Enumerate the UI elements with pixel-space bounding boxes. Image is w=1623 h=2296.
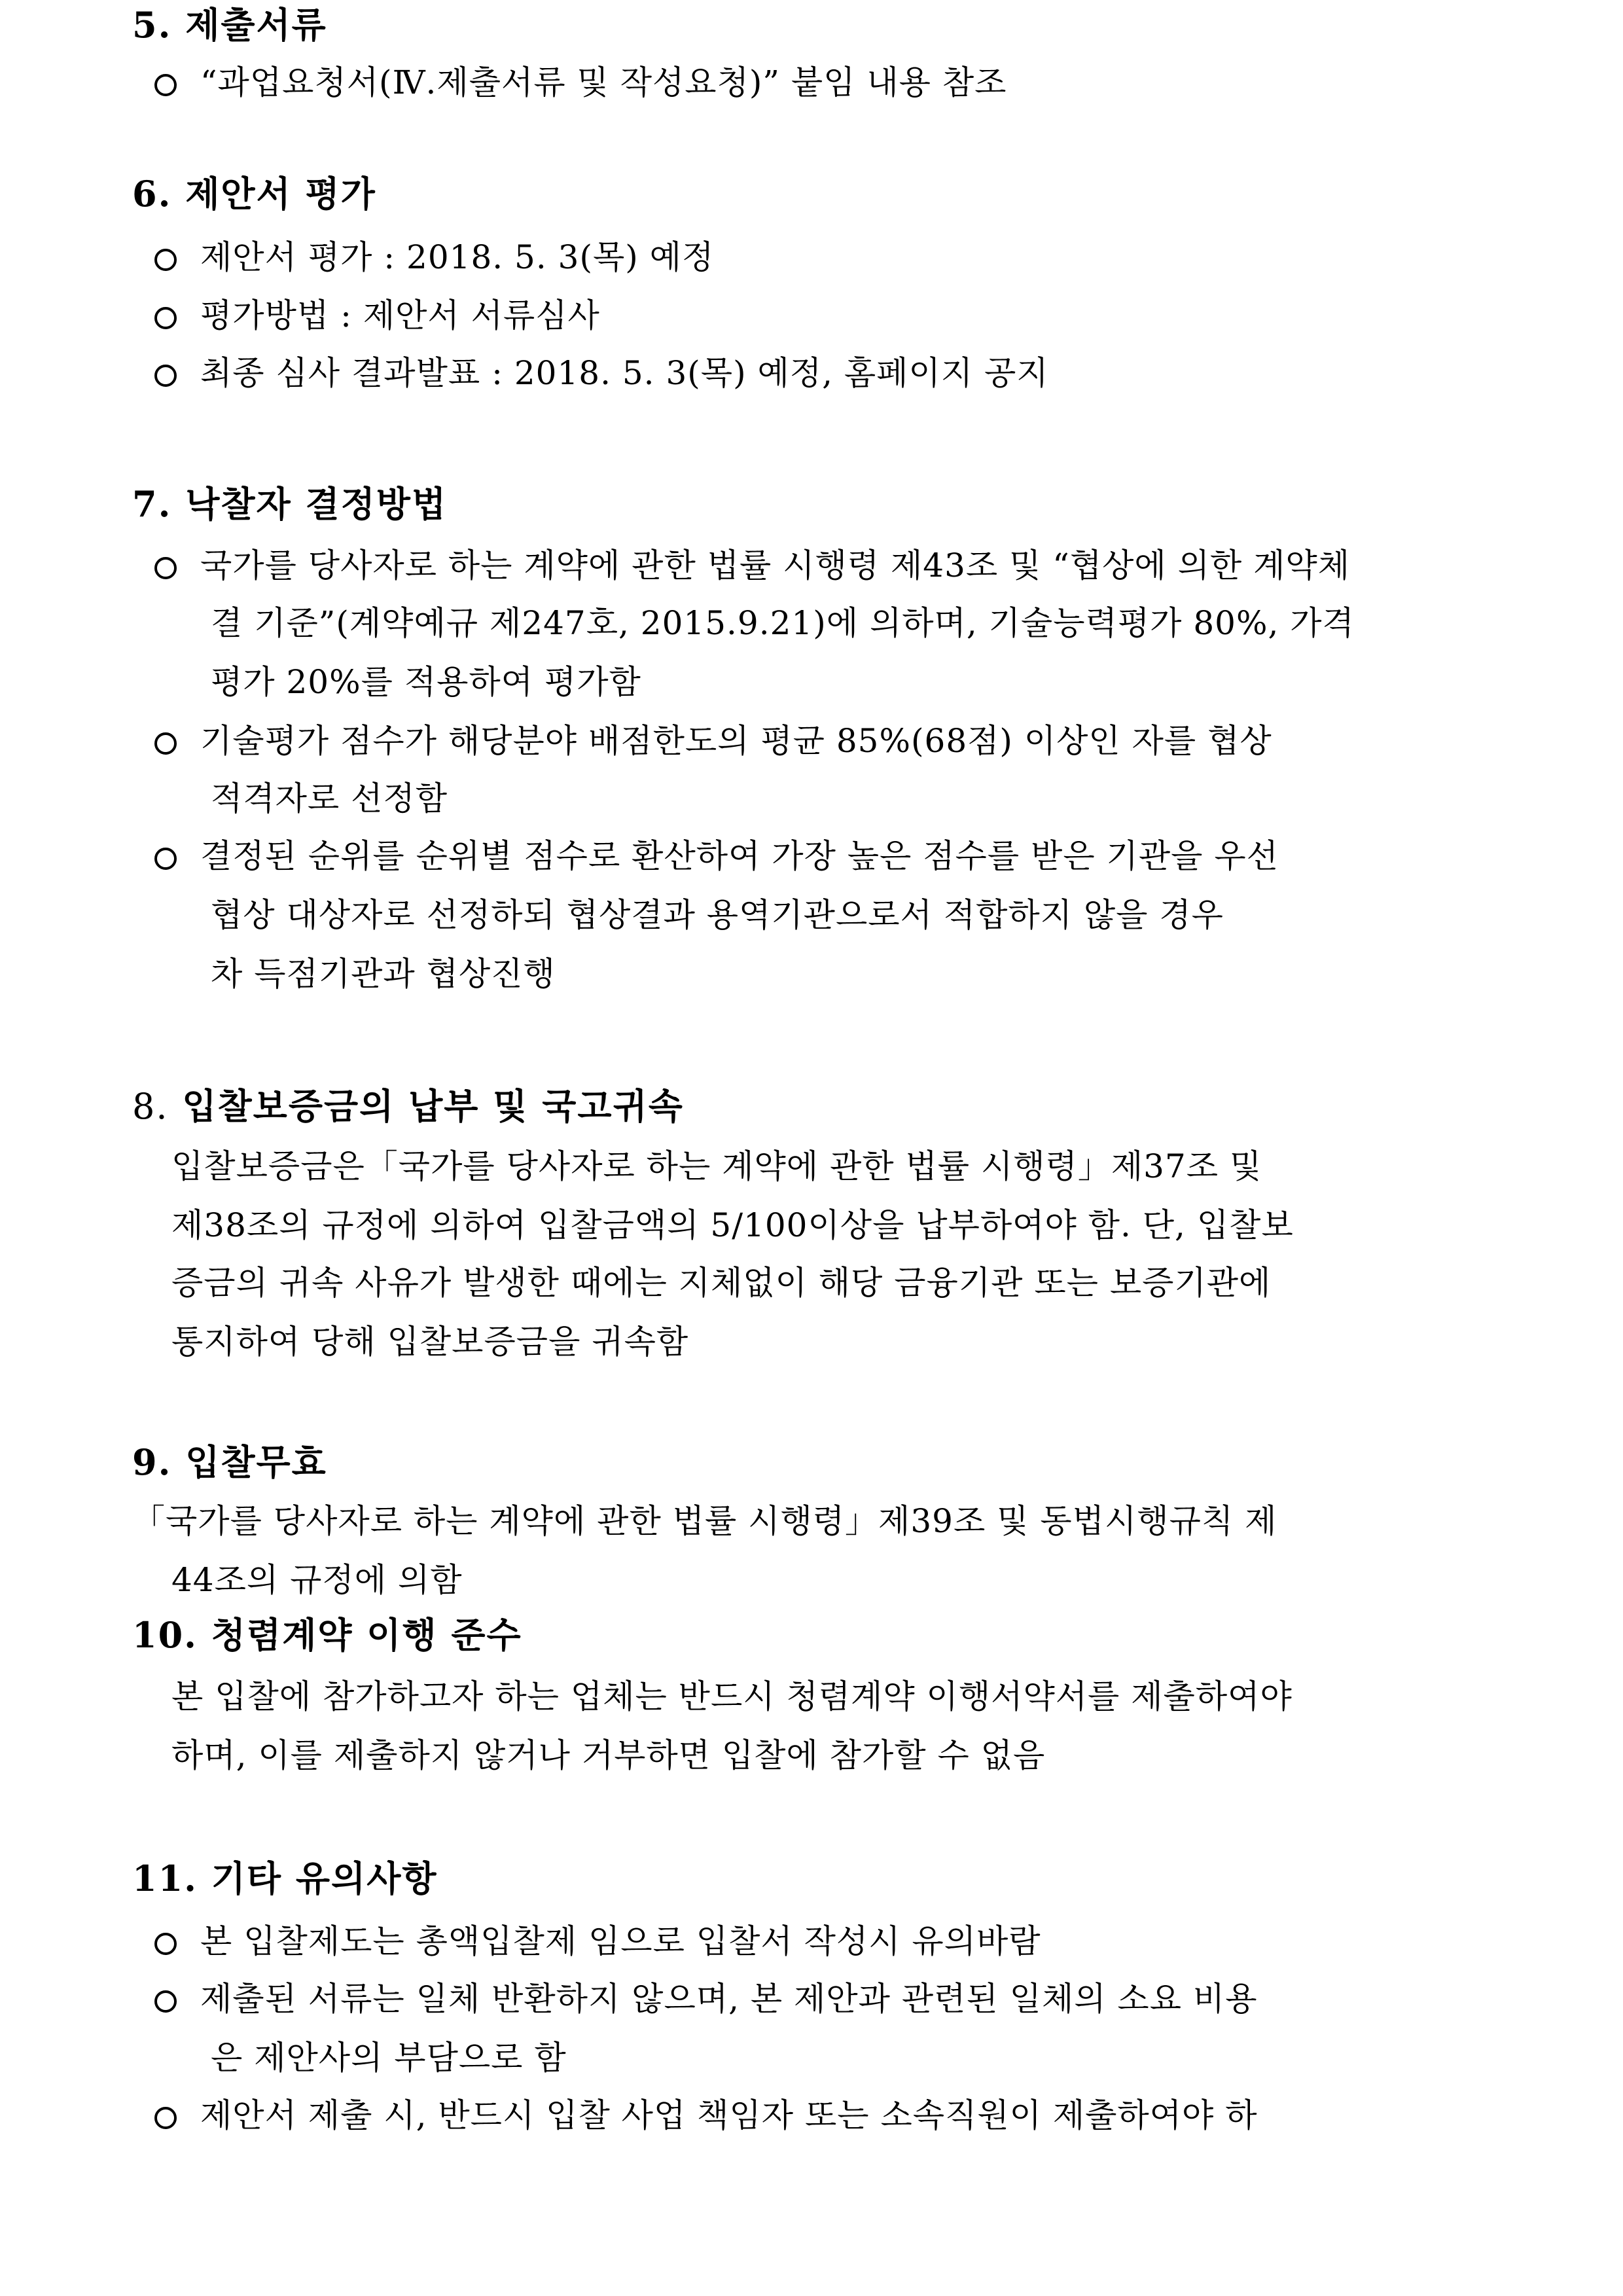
section-7-bullet-2-cont-1: 적격자로 선정함: [211, 780, 448, 817]
bullet-text: “과업요청서(Ⅳ.제출서류 및 작성요청)” 붙임 내용 참조: [200, 63, 1007, 101]
section-9-line-2: 44조의 규정에 의함: [171, 1561, 463, 1599]
circle-bullet-icon: [154, 1990, 177, 2013]
section-7-bullet-3: [154, 836, 1279, 876]
section-11-bullet-3: [154, 2096, 1258, 2135]
section-10-line-1: 본 입찰에 참가하고자 하는 업체는 반드시 청렴계약 이행서약서를 제출하여야: [171, 1677, 1293, 1715]
circle-bullet-icon: [154, 1933, 177, 1955]
bullet-text: 제안서 제출 시, 반드시 입찰 사업 책임자 또는 소속직원이 제출하여야 하: [200, 2096, 1258, 2134]
bullet-text: 제출된 서류는 일체 반환하지 않으며, 본 제안과 관련된 일체의 소요 비용: [200, 1980, 1258, 2018]
bullet-text: 결정된 순위를 순위별 점수로 환산하여 가장 높은 점수를 받은 기관을 우선: [200, 837, 1279, 875]
section-9-line-1: 「국가를 당사자로 하는 계약에 관한 법률 시행령」제39조 및 동법시행규칙 제: [132, 1502, 1277, 1540]
section-9-number: 9.: [132, 1441, 172, 1483]
section-8-line-4: 통지하여 당해 입찰보증금을 귀속함: [171, 1323, 689, 1361]
section-8-heading: [132, 1086, 684, 1126]
bullet-text: 제안서 평가 : 2018. 5. 3(목) 예정: [200, 238, 715, 276]
circle-bullet-icon: [154, 365, 177, 387]
section-6-bullet-3: [154, 353, 1049, 393]
section-9-heading: [132, 1443, 327, 1482]
circle-bullet-icon: [154, 74, 177, 96]
section-7-bullet-1-cont-1: 결 기준”(계약예규 제247호, 2015.9.21)에 의하며, 기술능력평가 80%, 가격: [211, 604, 1355, 642]
bullet-text: 국가를 당사자로 하는 계약에 관한 법률 시행령 제43조 및 “협상에 의한 계약체: [200, 547, 1351, 584]
section-8-number: 8.: [132, 1086, 169, 1127]
circle-bullet-icon: [154, 2107, 177, 2129]
section-8-title: 입찰보증금의 납부 및 국고귀속: [182, 1085, 684, 1127]
section-11-bullet-2-cont-1: 은 제안사의 부담으로 함: [211, 2039, 567, 2077]
bullet-text: 평가방법 : 제안서 서류심사: [200, 296, 600, 334]
bullet-text: 최종 심사 결과발표 : 2018. 5. 3(목) 예정, 홈페이지 공지: [200, 354, 1049, 392]
section-7-heading: [132, 484, 447, 524]
section-6-title: 제안서 평가: [185, 173, 376, 215]
section-5-heading: [132, 5, 327, 45]
circle-bullet-icon: [154, 732, 177, 755]
section-7-bullet-3-cont-2: 차 득점기관과 협상진행: [211, 955, 556, 993]
section-11-heading: [132, 1859, 438, 1898]
section-7-bullet-1-cont-2: 평가 20%를 적용하여 평가함: [211, 663, 641, 701]
section-11-bullet-2: [154, 1979, 1258, 2018]
section-5-number: 5.: [132, 4, 172, 46]
bullet-text: 기술평가 점수가 해당분야 배점한도의 평균 85%(68점) 이상인 자를 협상: [200, 722, 1272, 760]
circle-bullet-icon: [154, 557, 177, 579]
section-6-number: 6.: [132, 173, 172, 215]
section-6-bullet-2: [154, 296, 600, 335]
section-5-bullet-1: [154, 63, 1007, 102]
section-7-bullet-3-cont-1: 협상 대상자로 선정하되 협상결과 용역기관으로서 적합하지 않을 경우: [211, 896, 1224, 934]
circle-bullet-icon: [154, 307, 177, 329]
section-6-bullet-1: [154, 238, 714, 277]
section-8-line-1: 입찰보증금은「국가를 당사자로 하는 계약에 관한 법률 시행령」제37조 및: [171, 1147, 1262, 1185]
section-10-number: 10.: [132, 1614, 198, 1656]
section-11-number: 11.: [132, 1857, 198, 1899]
section-11-title: 기타 유의사항: [211, 1857, 438, 1899]
circle-bullet-icon: [154, 848, 177, 870]
section-10-line-2: 하며, 이를 제출하지 않거나 거부하면 입찰에 참가할 수 없음: [171, 1736, 1046, 1774]
circle-bullet-icon: [154, 249, 177, 271]
section-5-title: 제출서류: [185, 4, 327, 46]
section-8-line-3: 증금의 귀속 사유가 발생한 때에는 지체없이 해당 금융기관 또는 보증기관에: [171, 1264, 1272, 1302]
section-8-line-2: 제38조의 규정에 의하여 입찰금액의 5/100이상을 납부하여야 함. 단, 입찰보: [171, 1206, 1294, 1244]
section-6-heading: [132, 174, 376, 213]
section-9-title: 입찰무효: [185, 1441, 327, 1483]
section-7-bullet-1: [154, 546, 1350, 585]
section-10-heading: [132, 1615, 522, 1655]
section-7-bullet-2: [154, 721, 1272, 761]
section-10-title: 청렴계약 이행 준수: [211, 1614, 522, 1656]
bullet-text: 본 입찰제도는 총액입찰제 임으로 입찰서 작성시 유의바람: [200, 1922, 1041, 1960]
section-7-number: 7.: [132, 483, 172, 525]
section-11-bullet-1: [154, 1922, 1041, 1961]
section-7-title: 낙찰자 결정방법: [185, 483, 448, 525]
